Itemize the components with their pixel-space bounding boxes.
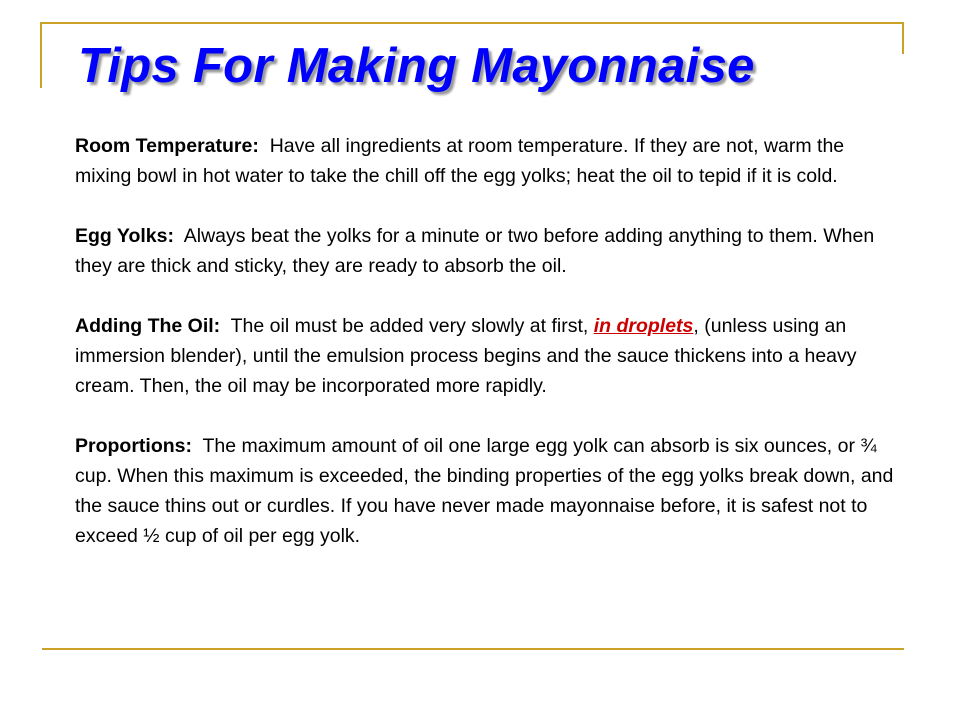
paragraph-adding-oil xyxy=(75,311,901,401)
label-room-temperature: Room Temperature: xyxy=(75,135,259,157)
paragraph-egg-yolks xyxy=(75,221,901,281)
slide-title: Tips For Making Mayonnaise xyxy=(78,39,755,93)
slide-content xyxy=(75,131,901,551)
paragraph-room-temperature xyxy=(75,131,901,191)
emphasis-in-droplets: in droplets xyxy=(593,315,694,337)
text-room-temperature: Have all ingredients at room temperature. If they are not, warm the mixing bowl in hot water to take the chill off the egg yolks; heat the oil to tepid if it is cold. xyxy=(75,135,845,187)
text-proportions: The maximum amount of oil one large egg yolk can absorb is six ounces, or ¾ cup. When this maximum is exceeded, the binding properties of the egg yolks break down, and the sauce thins out or curdles. If you have never made mayonnaise before, it is safest not to exceed ½ cup of oil per egg yolk. xyxy=(75,435,894,547)
text-adding-oil-after: , (unless using an immersion blender), until the emulsion process begins and the sauce thickens into a heavy cream. Then, the oil may be incorporated more rapidly. xyxy=(75,315,857,397)
right-rule xyxy=(902,22,904,54)
text-egg-yolks: Always beat the yolks for a minute or two before adding anything to them. When they are thick and sticky, they are ready to absorb the oil. xyxy=(75,225,875,277)
left-rule xyxy=(40,22,42,88)
paragraph-proportions xyxy=(75,431,901,551)
text-adding-oil-before: The oil must be added very slowly at first, xyxy=(230,315,594,337)
label-adding-oil: Adding The Oil: xyxy=(75,315,221,337)
bottom-rule xyxy=(42,648,904,650)
label-proportions: Proportions: xyxy=(75,435,192,457)
label-egg-yolks: Egg Yolks: xyxy=(75,225,174,247)
top-rule xyxy=(40,22,904,24)
